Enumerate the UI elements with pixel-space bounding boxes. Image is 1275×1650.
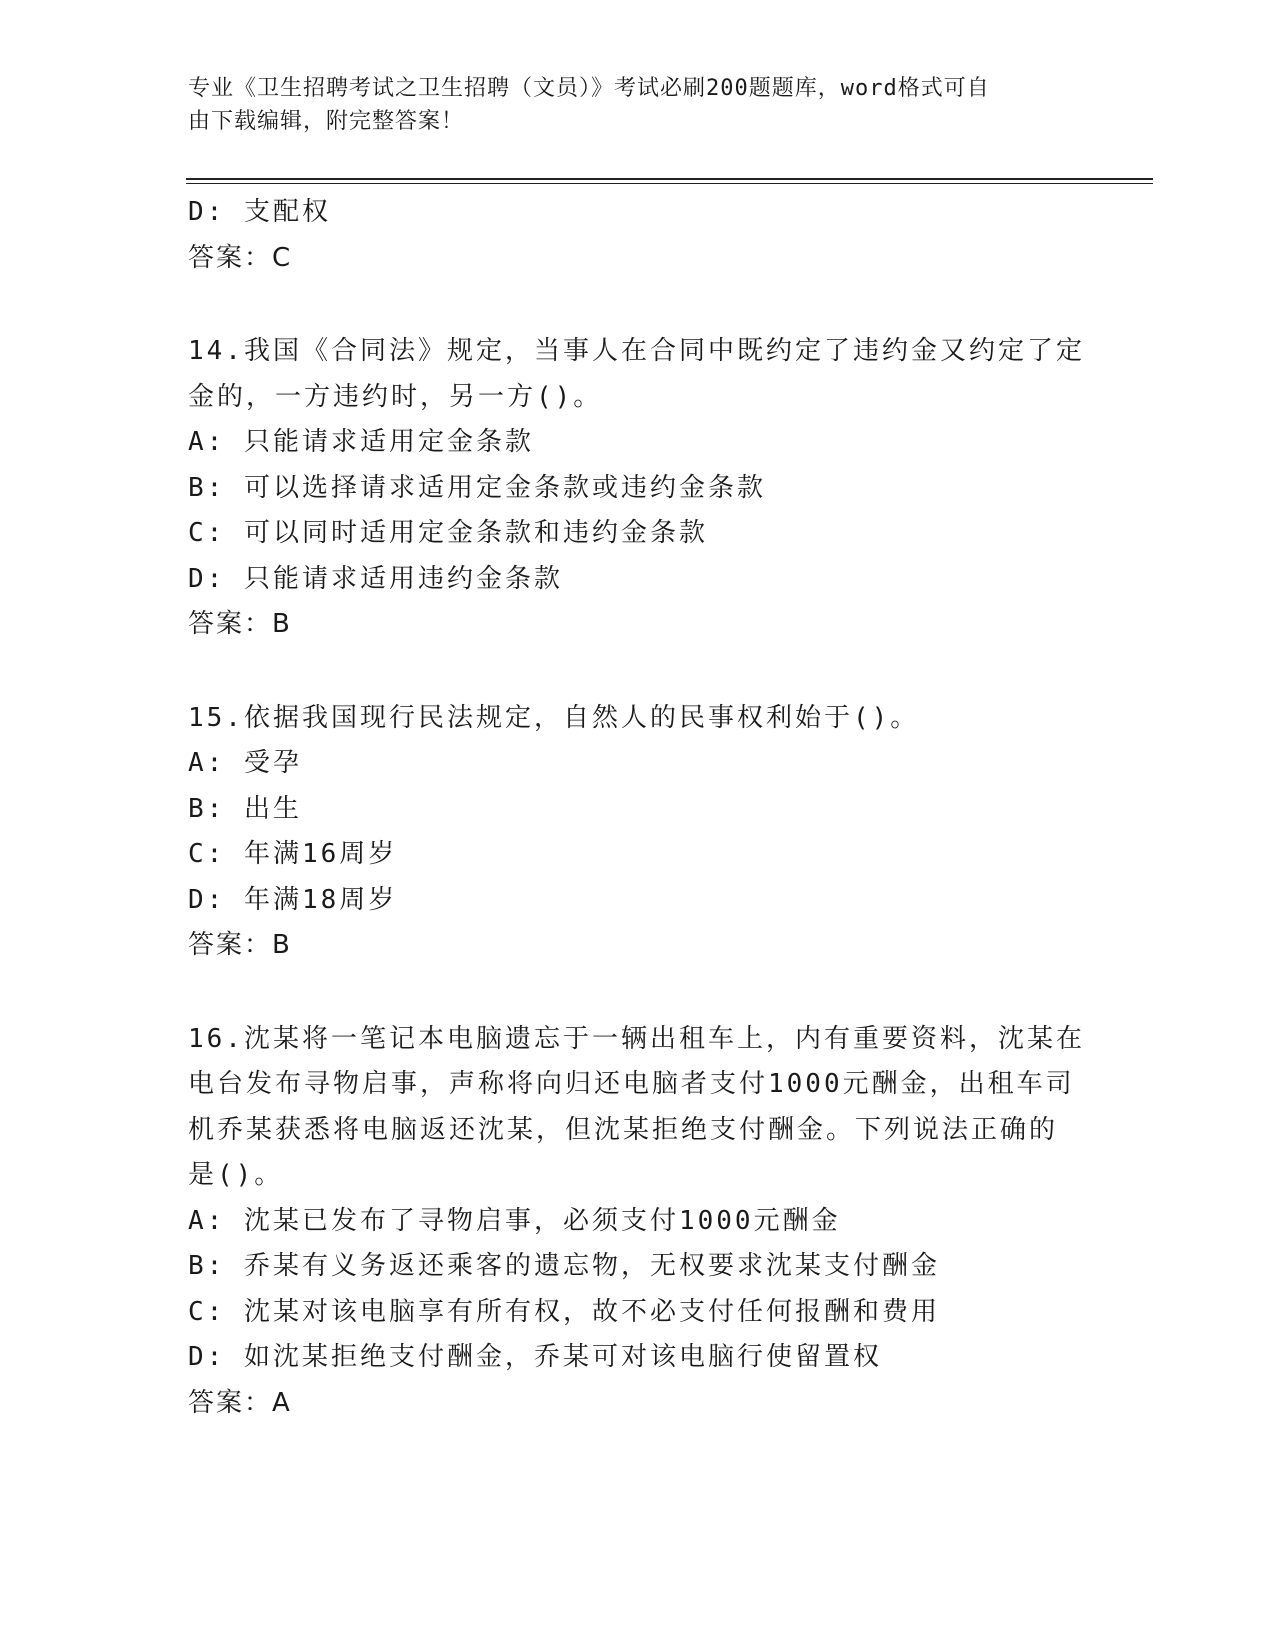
spacer <box>188 969 1078 1017</box>
answer-line: 答案：B <box>188 609 292 639</box>
option-b: B: 乔某有义务返还乘客的遗忘物，无权要求沈某支付酬金 <box>188 1251 940 1281</box>
question-16 <box>188 1017 1085 1427</box>
header-line-2: 由下载编辑，附完整答案！ <box>188 109 465 134</box>
option-a: A: 受孕 <box>188 748 302 778</box>
question-15 <box>188 696 1078 969</box>
document-header <box>188 72 1068 138</box>
option-c: C: 沈某对该电脑享有所有权，故不必支付任何报酬和费用 <box>188 1296 940 1327</box>
option-a: A: 只能请求适用定金条款 <box>188 427 534 457</box>
header-divider-thin <box>186 183 1153 184</box>
question-content <box>188 190 1085 1426</box>
option-b: B: 可以选择请求适用定金条款或违约金条款 <box>188 472 766 503</box>
question-stem: 电台发布寻物启事，声称将向归还电脑者支付1000元酬金，出租车司 <box>188 1069 1075 1099</box>
header-line-1: 专业《卫生招聘考试之卫生招聘（文员）》考试必刷200题题库，word格式可自 <box>188 76 990 101</box>
option-d: D: 如沈某拒绝支付酬金，乔某可对该电脑行使留置权 <box>188 1342 882 1372</box>
question-stem: 16.沈某将一笔记本电脑遗忘于一辆出租车上，内有重要资料，沈某在 <box>188 1023 1085 1054</box>
spacer <box>188 648 1078 696</box>
question-stem: 是()。 <box>188 1160 284 1190</box>
question-stem: 金的，一方违约时，另一方()。 <box>188 381 603 412</box>
question-stem: 机乔某获悉将电脑返还沈某，但沈某拒绝支付酬金。下列说法正确的 <box>188 1114 1059 1145</box>
header-divider <box>186 178 1153 180</box>
option-c: C: 可以同时适用定金条款和违约金条款 <box>188 518 708 548</box>
answer-line: 答案：A <box>188 1387 292 1418</box>
option-c: C: 年满16周岁 <box>188 839 398 869</box>
option-d: D: 支配权 <box>188 197 331 227</box>
question-14 <box>188 329 1085 648</box>
spacer <box>188 281 1078 329</box>
option-d: D: 只能请求适用违约金条款 <box>188 563 563 594</box>
option-b: B: 出生 <box>188 793 302 824</box>
question-stem: 15.依据我国现行民法规定，自然人的民事权利始于()。 <box>188 702 920 733</box>
option-d: D: 年满18周岁 <box>188 884 398 915</box>
answer-line: 答案：C <box>188 242 293 273</box>
option-a: A: 沈某已发布了寻物启事，必须支付1000元酬金 <box>188 1205 841 1236</box>
answer-line: 答案：B <box>188 930 292 960</box>
question-stem: 14.我国《合同法》规定，当事人在合同中既约定了违约金又约定了定 <box>188 336 1085 366</box>
